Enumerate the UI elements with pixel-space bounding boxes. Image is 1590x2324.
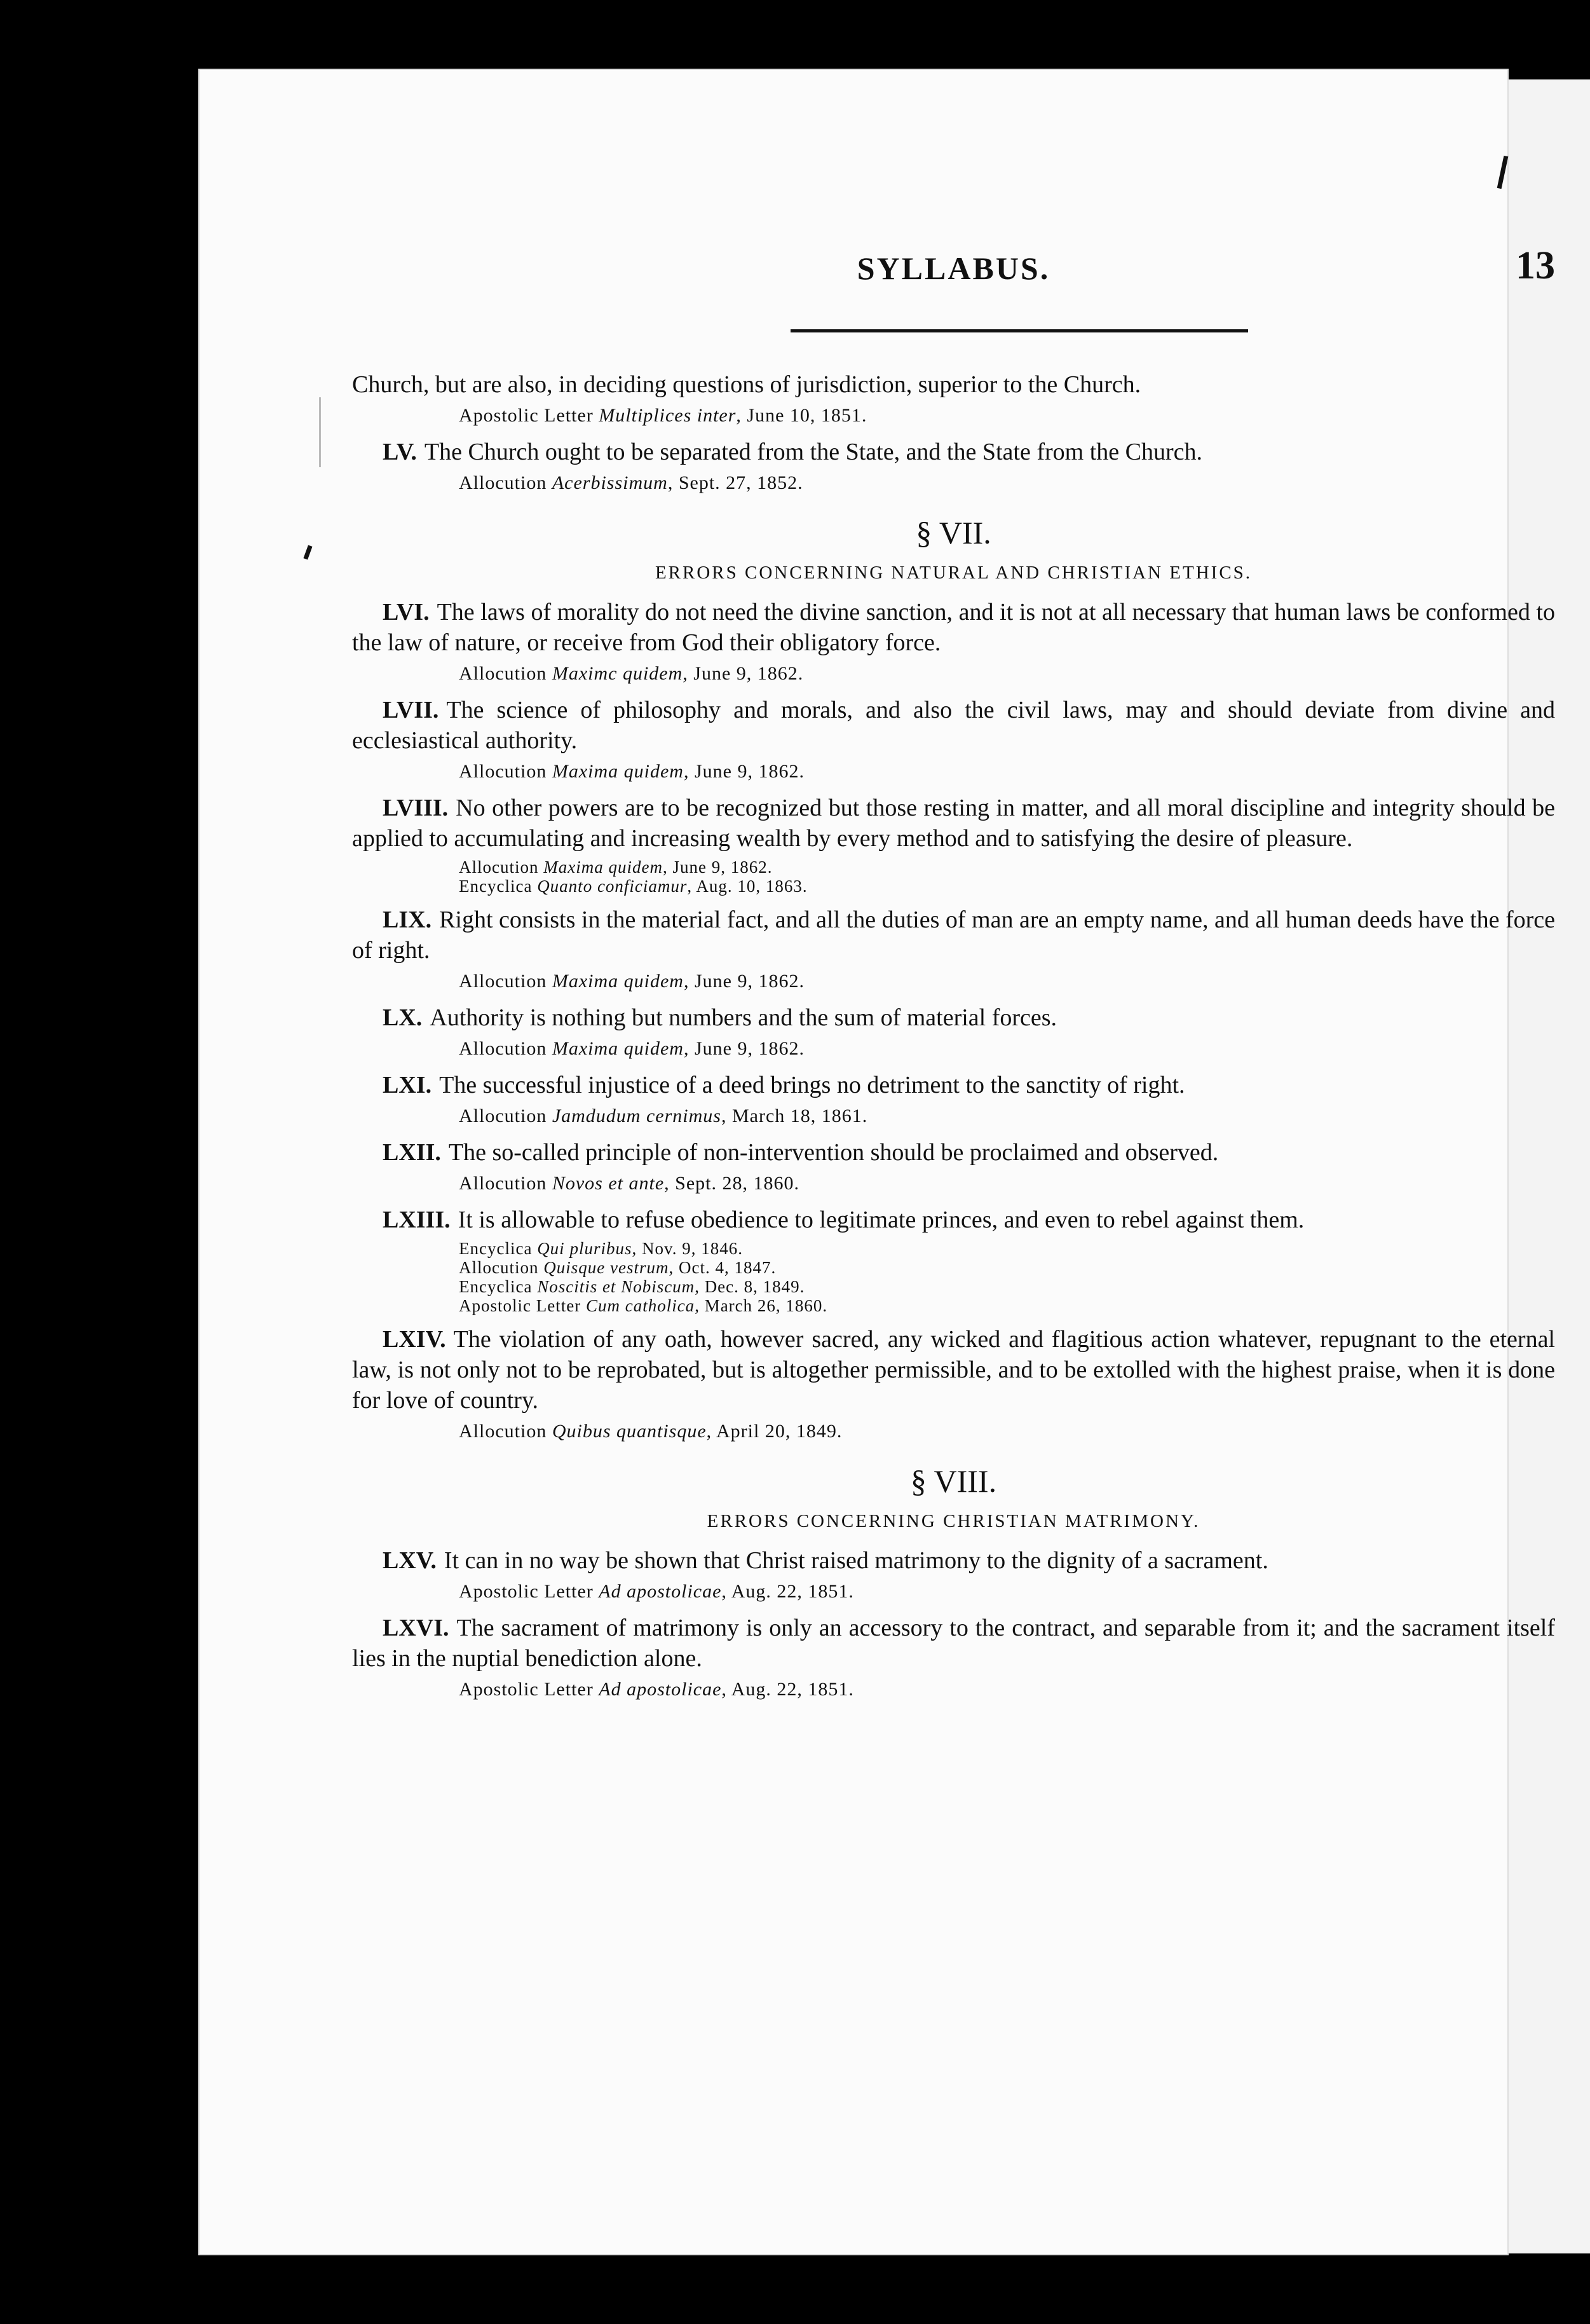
proposition-text: The so-called principle of non-intervention should be proclaimed and observed. [448, 1139, 1219, 1166]
citation-date: , Sept. 27, 1852. [667, 472, 803, 493]
running-head-title: SYLLABUS. [857, 250, 1050, 286]
citation [459, 1258, 1555, 1277]
proposition-text: No other powers are to be recognized but those resting in matter, and all moral discipline and integrity should be applied to accumulating and increasing wealth by every method and to satisfying the desire of pleasure. [352, 795, 1555, 852]
page-body [352, 369, 1555, 1711]
proposition [352, 1324, 1555, 1416]
citation-document-title: Quisque vestrum [543, 1258, 669, 1277]
citation-source-type: Encyclica [459, 1277, 538, 1296]
citation-document-title: Novos et ante [552, 1173, 665, 1194]
proposition-text: It is allowable to refuse obedience to legitimate princes, and even to rebel against them. [458, 1206, 1305, 1233]
proposition-text: Right consists in the material fact, and all the duties of man are an empty name, and all human deeds have the force of right. [352, 906, 1555, 964]
proposition-number: LXI. [383, 1072, 432, 1098]
citation-date: , June 9, 1862. [683, 761, 805, 782]
citation-source-type: Apostolic Letter [459, 1679, 599, 1700]
citation [459, 1172, 1555, 1196]
running-head [352, 180, 1555, 287]
citation [459, 662, 1555, 686]
proposition-text: The sacrament of matrimony is only an accessory to the contract, and separable from it; and the sacrament itself lies in the nuptial benediction alone. [352, 1615, 1555, 1672]
citation-date: , Aug. 22, 1851. [721, 1581, 854, 1602]
citation [459, 760, 1555, 784]
proposition-text: The laws of morality do not need the divine sanction, and it is not at all necessary that human laws be conformed to the law of nature, or receive from God their obligatory force. [352, 599, 1555, 656]
citation-source-type: Allocution [459, 761, 552, 782]
citation-group [459, 1239, 1555, 1315]
citation-date: , Nov. 9, 1846. [632, 1239, 743, 1258]
section-heading: § VII. [916, 515, 991, 550]
citation [459, 1296, 1555, 1315]
proposition [352, 905, 1555, 966]
proposition-continuation: Church, but are also, in deciding questions of jurisdiction, superior to the Church. [352, 371, 1141, 398]
margin-artifact [319, 397, 321, 467]
proposition [352, 437, 1555, 467]
proposition [352, 1137, 1555, 1168]
citation-document-title: Maxima quidem [552, 761, 684, 782]
citation-document-title: Ad apostolicae [599, 1581, 722, 1602]
proposition-number: LXII. [383, 1139, 441, 1166]
proposition-number: LV. [383, 439, 417, 465]
citation-document-title: Qui pluribus [537, 1239, 632, 1258]
citation [459, 1678, 1555, 1702]
citation-source-type: Allocution [459, 1105, 552, 1126]
proposition [352, 1002, 1555, 1033]
citation-source-type: Allocution [459, 1258, 544, 1277]
citation-document-title: Maxima quidem [552, 1038, 684, 1059]
head-rule [791, 329, 1248, 332]
citation [459, 858, 1555, 877]
proposition-number: LVI. [383, 599, 430, 625]
citation-document-title: Maximc quidem [552, 663, 683, 684]
proposition-number: LXVI. [383, 1615, 449, 1641]
citation-document-title: Multiplices inter [599, 405, 737, 426]
citation-date: , Sept. 28, 1860. [664, 1173, 799, 1194]
citation-document-title: Quanto conficiamur [537, 877, 688, 896]
citation-document-title: Noscitis et Nobiscum [537, 1277, 695, 1296]
citation-document-title: Ad apostolicae [599, 1679, 722, 1700]
proposition [352, 1070, 1555, 1100]
citation [459, 1239, 1555, 1258]
citation-document-title: Maxima quidem [552, 971, 684, 992]
proposition-text: The Church ought to be separated from the State, and the State from the Church. [424, 439, 1202, 465]
citation-date: , Dec. 8, 1849. [695, 1277, 805, 1296]
citation-source-type: Apostolic Letter [459, 405, 599, 426]
citation [459, 1419, 1555, 1444]
citation-group [459, 858, 1555, 896]
page-content [352, 180, 1555, 1700]
proposition-number: LIX. [383, 906, 432, 933]
citation [459, 877, 1555, 896]
citation [459, 471, 1555, 495]
section-subtitle: ERRORS CONCERNING CHRISTIAN MATRIMONY. [707, 1511, 1200, 1531]
citation-date: , June 9, 1862. [662, 858, 773, 877]
citation [459, 1104, 1555, 1128]
citation-source-type: Encyclica [459, 877, 538, 896]
section-heading: § VIII. [910, 1463, 997, 1499]
citation-date: , April 20, 1849. [706, 1421, 843, 1442]
citation-source-type: Apostolic Letter [459, 1296, 586, 1315]
citation-source-type: Encyclica [459, 1239, 538, 1258]
proposition [352, 1613, 1555, 1674]
proposition-number: LVIII. [383, 795, 449, 821]
proposition-number: LX. [383, 1004, 423, 1031]
proposition-text: The violation of any oath, however sacred, any wicked and flagitious action whatever, repugnant to the eternal law, is not only not to be reprobated, but is altogether permissible, and to be extolled with the highest praise, when it is done for love of country. [352, 1326, 1555, 1414]
citation [459, 1580, 1555, 1604]
citation-document-title: Acerbissimum [552, 472, 668, 493]
citation-document-title: Maxima quidem [543, 858, 663, 877]
proposition-number: LXIII. [383, 1206, 451, 1233]
citation-date: , March 18, 1861. [721, 1105, 868, 1126]
citation-document-title: Cum catholica [585, 1296, 695, 1315]
book-page [198, 69, 1555, 2255]
citation-source-type: Allocution [459, 472, 552, 493]
citation-date: , March 26, 1860. [695, 1296, 828, 1315]
citation-source-type: Apostolic Letter [459, 1581, 599, 1602]
proposition-text: It can in no way be shown that Christ raised matrimony to the dignity of a sacrament. [444, 1547, 1268, 1574]
citation-date: , June 10, 1851. [736, 405, 867, 426]
citation-source-type: Allocution [459, 971, 552, 992]
proposition [352, 793, 1555, 854]
section-subtitle: ERRORS CONCERNING NATURAL AND CHRISTIAN ETHICS. [655, 563, 1253, 583]
proposition [352, 695, 1555, 756]
citation-date: , Aug. 10, 1863. [687, 877, 808, 896]
citation-date: , June 9, 1862. [683, 663, 804, 684]
proposition-number: LXV. [383, 1547, 437, 1574]
citation-source-type: Allocution [459, 1173, 552, 1194]
citation [459, 404, 1555, 428]
proposition-text: The successful injustice of a deed brings no detriment to the sanctity of right. [439, 1072, 1185, 1098]
page-number: 13 [1516, 244, 1555, 287]
citation-date: , Oct. 4, 1847. [669, 1258, 777, 1277]
proposition [352, 1545, 1555, 1576]
proposition [352, 1205, 1555, 1235]
proposition-number: LXIV. [383, 1326, 446, 1353]
citation-source-type: Allocution [459, 663, 552, 684]
citation-date: , June 9, 1862. [683, 971, 805, 992]
citation-source-type: Allocution [459, 1421, 552, 1442]
citation-document-title: Jamdudum cernimus [552, 1105, 721, 1126]
proposition-number: LVII. [383, 697, 439, 723]
citation [459, 969, 1555, 994]
citation-date: , June 9, 1862. [683, 1038, 805, 1059]
citation-date: , Aug. 22, 1851. [721, 1679, 854, 1700]
proposition-text: The science of philosophy and morals, and also the civil laws, may and should deviate from divine and ecclesiastical authority. [352, 697, 1555, 754]
citation [459, 1037, 1555, 1061]
citation-source-type: Allocution [459, 858, 544, 877]
citation-document-title: Quibus quantisque [552, 1421, 707, 1442]
proposition [352, 597, 1555, 658]
proposition-text: Authority is nothing but numbers and the sum of material forces. [430, 1004, 1057, 1031]
citation-source-type: Allocution [459, 1038, 552, 1059]
citation [459, 1277, 1555, 1296]
